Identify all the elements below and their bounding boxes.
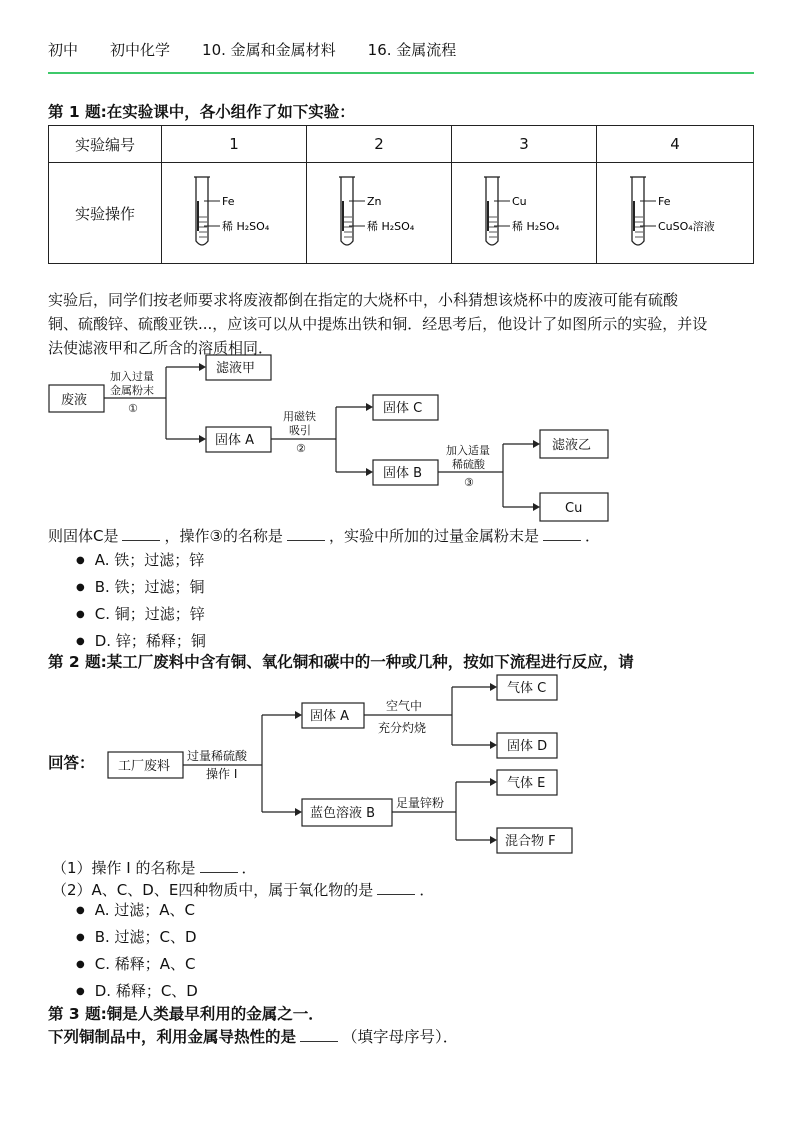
step1-line1: 加入过量 — [110, 370, 154, 383]
q1-option-c[interactable]: ● C. 铜；过滤；锌 — [76, 602, 206, 629]
solution-label: 稀 H₂SO₄ — [367, 220, 415, 233]
solid-b-label: 固体 B — [383, 466, 423, 481]
q1-option-d[interactable]: ● D. 锌；稀释；铜 — [76, 629, 206, 656]
step1-line2: 金属粉末 — [110, 384, 154, 397]
step3-line1: 加入适量 — [446, 444, 490, 457]
answer-blank[interactable] — [122, 526, 160, 541]
paragraph-line: 法使滤液甲和乙所含的溶质相同． — [48, 339, 274, 357]
q1-option-a[interactable]: ● A. 铁；过滤；锌 — [76, 548, 206, 575]
q3-line2-start: 下列铜制品中，利用金属导热性的是 — [48, 1028, 297, 1046]
solid-d-label: 固体 D — [507, 739, 548, 754]
q2-solid-a-label: 固体 A — [310, 709, 350, 724]
test-tube-diagram — [319, 171, 439, 251]
q2-sub2-end: ． — [419, 881, 435, 899]
q1-flow-diagram — [0, 350, 800, 525]
test-tube-cell — [162, 163, 307, 264]
table-number: 3 — [452, 126, 597, 163]
q3-title: 第 3 题:铜是人类最早利用的金属之一． — [48, 1005, 324, 1023]
metal-label: Fe — [222, 195, 235, 208]
cu-label: Cu — [565, 501, 583, 516]
q2-sub2-text: （2）A、C、D、E四种物质中，属于氧化物的是 — [52, 881, 374, 899]
q1-question-part: ，操作③的名称是 — [164, 527, 283, 545]
solid-a-label: 固体 A — [215, 433, 255, 448]
breadcrumb-subject[interactable]: 初中化学 — [110, 41, 171, 59]
factory-waste-label: 工厂废料 — [118, 759, 171, 774]
paragraph-line: 实验后，同学们按老师要求将废液都倒在指定的大烧杯中，小科猜想该烧杯中的废液可能有硫酸 — [48, 291, 679, 309]
test-tube-diagram — [610, 171, 740, 251]
q3-line2 — [48, 1025, 458, 1047]
metal-label: Cu — [512, 195, 527, 208]
q1-option-b[interactable]: ● B. 铁；过滤；铜 — [76, 575, 206, 602]
test-tube-diagram — [174, 171, 294, 251]
q2-options — [76, 898, 198, 1006]
step3-mark: ③ — [464, 476, 474, 489]
q1-options — [76, 548, 206, 656]
q2-option-c[interactable]: ● C. 稀释；A、C — [76, 952, 198, 979]
table-number: 1 — [162, 126, 307, 163]
step1-mark: ① — [128, 402, 138, 415]
table-row-label: 实验操作 — [49, 163, 162, 264]
metal-label: Fe — [658, 195, 671, 208]
q2-option-a[interactable]: ● A. 过滤；A、C — [76, 898, 198, 925]
test-tube-diagram — [464, 171, 584, 251]
step3-line2: 稀硫酸 — [452, 458, 485, 471]
gas-c-label: 气体 C — [507, 681, 547, 696]
answer-blank[interactable] — [300, 1027, 338, 1042]
q3-line2-end: （填字母序号）． — [342, 1028, 459, 1046]
blue-solution-label: 蓝色溶液 B — [310, 806, 376, 821]
experiment-table — [48, 125, 754, 264]
solid-c-label: 固体 C — [383, 401, 423, 416]
answer-blank[interactable] — [200, 858, 238, 873]
filtrate-a-label: 滤液甲 — [216, 361, 256, 376]
test-tube-cell — [597, 163, 754, 264]
table-number: 4 — [597, 126, 754, 163]
test-tube-cell — [452, 163, 597, 264]
breadcrumb-topic[interactable]: 16. 金属流程 — [367, 41, 457, 59]
breadcrumb-chapter[interactable]: 10. 金属和金属材料 — [202, 41, 336, 59]
zinc-label: 足量锌粉 — [396, 796, 445, 810]
waste-label: 废液 — [61, 393, 88, 408]
q1-question — [48, 524, 758, 548]
q1-title: 第 1 题:在实验课中，各小组作了如下实验： — [48, 103, 355, 121]
step2-line2: 吸引 — [289, 424, 311, 437]
air-line1: 空气中 — [386, 699, 423, 713]
q2-flow-diagram — [0, 672, 800, 857]
gas-e-label: 气体 E — [507, 776, 546, 791]
air-line2: 充分灼烧 — [378, 721, 427, 735]
q2-sub1-text: （1）操作 I 的名称是 — [52, 859, 196, 877]
reagent-label: 过量稀硫酸 — [187, 749, 248, 763]
solution-label: CuSO₄溶液 — [658, 220, 715, 233]
paragraph-line: 铜、硫酸锌、硫酸亚铁...，应该可以从中提炼出铁和铜．经思考后，他设计了如图所示的实验，并设 — [48, 315, 708, 333]
q2-title: 第 2 题:某工厂废料中含有铜、氧化铜和碳中的一种或几种，按如下流程进行反应，请 — [48, 653, 634, 671]
step2-line1: 用磁铁 — [283, 410, 316, 423]
q1-question-part: ，实验中所加的过量金属粉末是 — [328, 527, 539, 545]
q1-question-part: 则固体C是 — [48, 527, 119, 545]
q2-option-d[interactable]: ● D. 稀释；C、D — [76, 979, 198, 1006]
breadcrumb — [48, 38, 754, 74]
mixture-f-label: 混合物 F — [505, 834, 556, 849]
answer-blank[interactable] — [377, 880, 415, 895]
solution-label: 稀 H₂SO₄ — [512, 220, 560, 233]
answer-blank[interactable] — [287, 526, 325, 541]
solution-label: 稀 H₂SO₄ — [222, 220, 270, 233]
breadcrumb-level[interactable]: 初中 — [48, 41, 79, 59]
step2-mark: ② — [296, 442, 306, 455]
q1-question-part: ． — [584, 527, 600, 545]
q2-sub1 — [52, 856, 762, 880]
q2-sub1-end: ． — [241, 859, 257, 877]
test-tube-cell — [307, 163, 452, 264]
operation-label: 操作 I — [206, 767, 238, 781]
filtrate-b-label: 滤液乙 — [552, 438, 592, 453]
metal-label: Zn — [367, 195, 382, 208]
q2-answer-label: 回答： — [48, 754, 95, 772]
q2-option-b[interactable]: ● B. 过滤；C、D — [76, 925, 198, 952]
table-number: 2 — [307, 126, 452, 163]
answer-blank[interactable] — [543, 526, 581, 541]
table-header-label: 实验编号 — [49, 126, 162, 163]
